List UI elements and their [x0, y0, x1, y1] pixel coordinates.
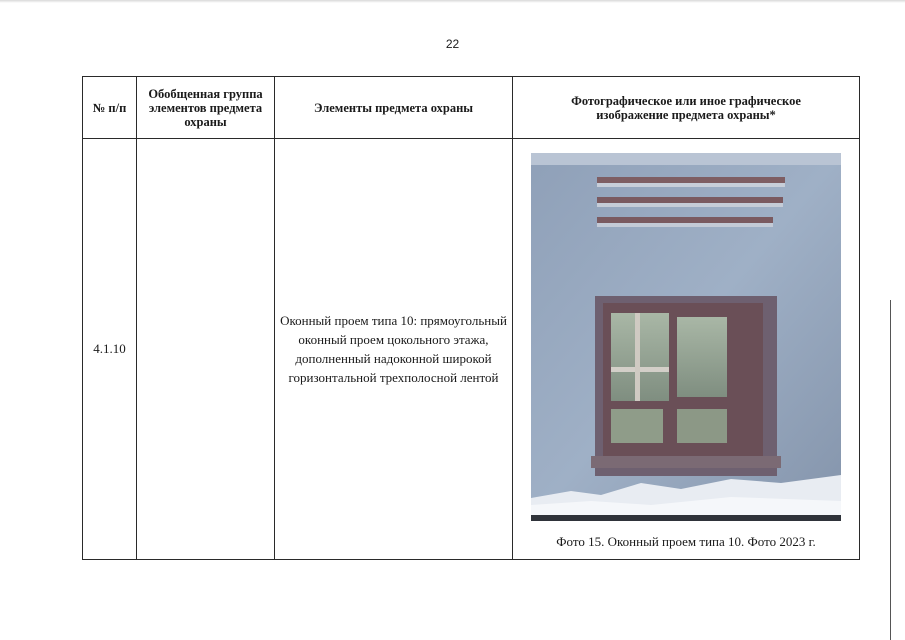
scan-artifact-line: [890, 300, 891, 640]
page-number: 22: [445, 37, 460, 51]
table-header-row: [83, 77, 860, 139]
row-group: [137, 139, 275, 560]
window-photo: [531, 153, 841, 521]
header-num: № п/п: [83, 77, 137, 139]
band-stripes: [597, 177, 785, 227]
header-image: [513, 77, 860, 139]
row-elements: [275, 139, 513, 560]
header-elements: Элементы предмета охраны: [275, 77, 513, 139]
table-row: [83, 139, 860, 560]
scan-edge: [0, 0, 905, 3]
header-image-label: Фотографическое или иное графическое изображение предмета охраны*: [571, 93, 801, 122]
row-photo-cell: [513, 139, 860, 560]
header-group: Обобщенная группа элементов предмета охраны: [137, 77, 275, 139]
row-elements-text: Оконный проем типа 10: прямоугольный оконный проем цокольного этажа, дополненный надоконной широкой горизонтальной трехполосной лентой: [280, 313, 507, 385]
photo-caption: Фото 15. Оконный проем типа 10. Фото 2023 г.: [556, 534, 816, 549]
protection-table: [82, 76, 860, 560]
row-num: 4.1.10: [83, 139, 137, 560]
